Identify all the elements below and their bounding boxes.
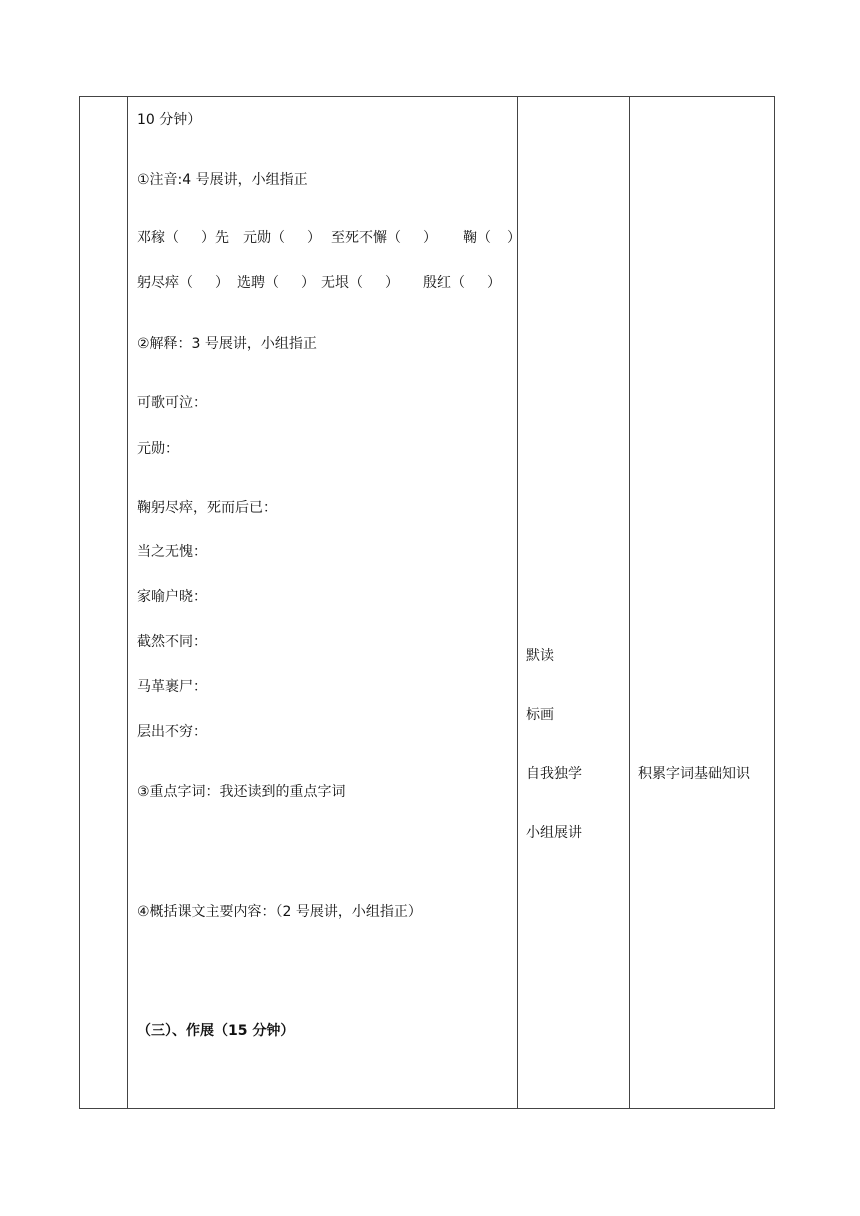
pinyin-item: 鞠（ ） [463, 230, 521, 246]
goal-text: 积累字词基础知识 [638, 766, 750, 782]
lesson-plan-table [79, 96, 775, 1109]
summary-heading: ④概括课文主要内容：（2 号展讲，小组指正） [137, 904, 422, 920]
pinyin-item: 至死不懈（ ） [331, 230, 437, 246]
method-item: 自我独学 [526, 766, 582, 782]
method-item: 默读 [526, 648, 554, 664]
method-item: 标画 [526, 707, 554, 723]
keywords-heading: ③重点字词：我还读到的重点字词 [137, 784, 346, 800]
term-item: 层出不穷： [137, 724, 207, 740]
pinyin-item: 殷红（ ） [423, 275, 501, 291]
table-row [80, 97, 775, 1109]
pinyin-heading: ①注音:4 号展讲，小组指正 [137, 172, 308, 188]
pinyin-item: 邓稼（ ）先 [137, 230, 229, 246]
term-item: 鞠躬尽瘁，死而后已： [137, 500, 277, 516]
method-cell [518, 97, 630, 1109]
term-item: 当之无愧： [137, 544, 207, 560]
pinyin-item: 元勋（ ） [243, 230, 321, 246]
method-item: 小组展讲 [526, 825, 582, 841]
term-item: 截然不同： [137, 634, 207, 650]
pinyin-row-1 [137, 229, 521, 247]
section-title: （三）、作展（15 分钟） [137, 1023, 295, 1039]
pinyin-row-2 [137, 274, 501, 292]
term-item: 马革裹尸： [137, 679, 207, 695]
term-item: 家喻户晓： [137, 589, 207, 605]
pinyin-item: 躬尽瘁（ ） [137, 275, 229, 291]
explain-heading: ②解释：3 号展讲，小组指正 [137, 336, 317, 352]
pinyin-item: 无垠（ ） [321, 275, 399, 291]
time-continuation: 10 分钟） [137, 112, 202, 128]
goal-cell [630, 97, 775, 1109]
content-cell [128, 97, 521, 1109]
empty-cell [80, 97, 128, 1109]
term-item: 可歌可泣： [137, 395, 207, 411]
term-item: 元勋： [137, 441, 179, 457]
pinyin-item: 选聘（ ） [237, 275, 315, 291]
